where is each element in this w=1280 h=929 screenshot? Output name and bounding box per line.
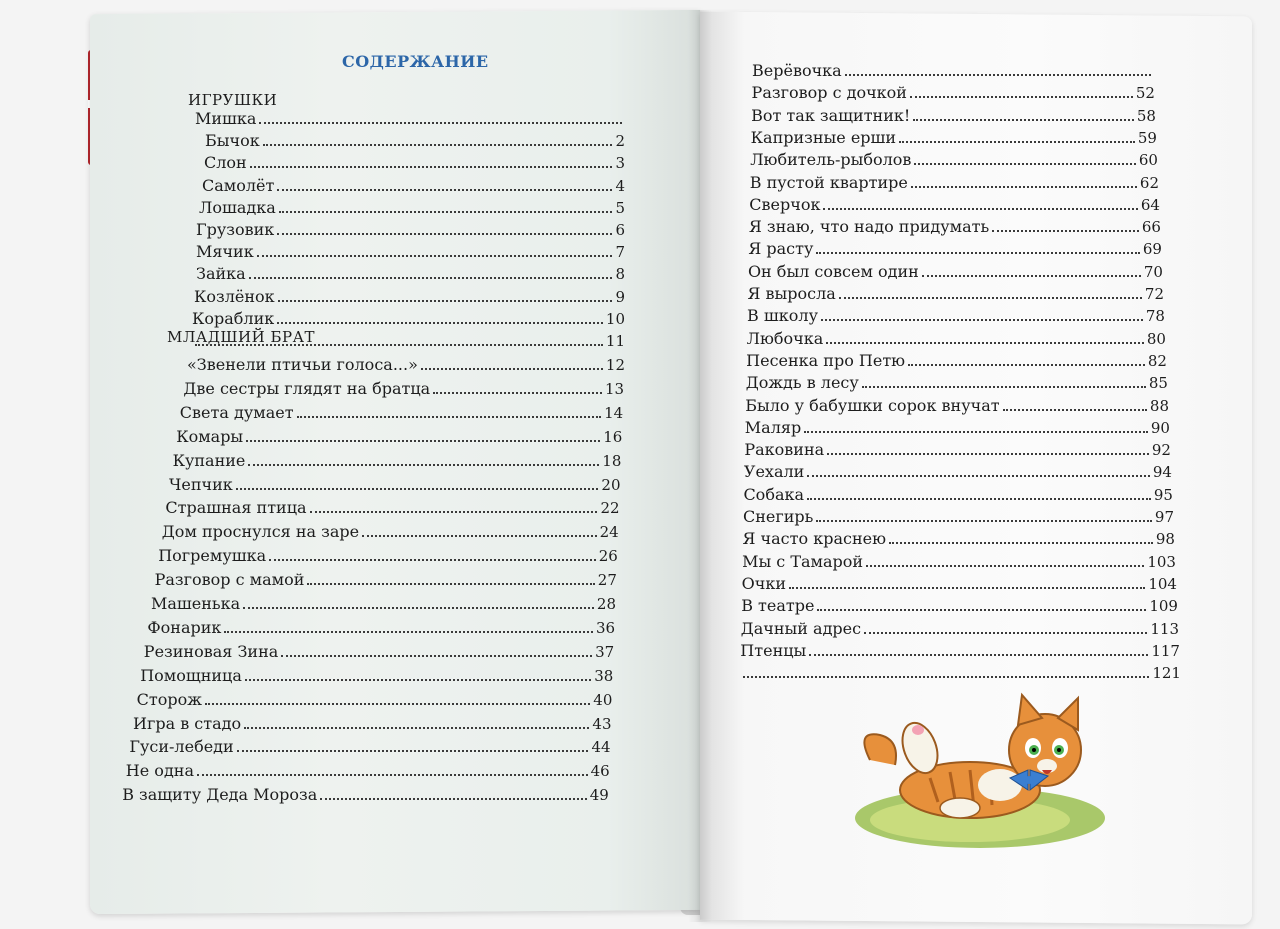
toc-entry-title: Собака bbox=[743, 484, 805, 504]
toc-entry-title: Сторож bbox=[136, 689, 202, 709]
toc-entry bbox=[202, 173, 625, 195]
dot-leader bbox=[248, 463, 599, 466]
toc-entry-page: 46 bbox=[590, 762, 610, 781]
toc-entry-page: 58 bbox=[1136, 106, 1156, 125]
toc-entry-page: 38 bbox=[594, 666, 614, 685]
toc-entry-title: Он был совсем один bbox=[747, 261, 919, 281]
toc-entry-page: 43 bbox=[592, 714, 612, 733]
toc-entry bbox=[752, 80, 1155, 102]
toc-entry bbox=[204, 150, 625, 172]
dot-leader bbox=[246, 439, 600, 442]
toc-entry-title: Мы с Тамарой bbox=[742, 551, 864, 571]
toc-entry bbox=[180, 400, 623, 422]
dot-leader bbox=[817, 608, 1146, 611]
toc-entry-title: Кораблик bbox=[192, 308, 275, 328]
toc-entry-title: Две сестры глядят на братца bbox=[183, 378, 431, 398]
toc-entry-page: 3 bbox=[615, 154, 625, 173]
toc-entry-title: Разговор с дочкой bbox=[751, 83, 907, 103]
toc-entry-page: 36 bbox=[595, 618, 616, 637]
toc-entry-page: 82 bbox=[1147, 351, 1167, 370]
toc-entry-title: Любочка bbox=[746, 328, 824, 348]
toc-entry-page: 88 bbox=[1149, 396, 1169, 415]
toc-entry bbox=[750, 170, 1159, 192]
toc-entry-title: Погремушка bbox=[158, 546, 267, 566]
toc-entry-title: Самолёт bbox=[202, 175, 275, 195]
toc-entry-title: Разговор с мамой bbox=[154, 570, 305, 590]
dot-leader bbox=[250, 165, 613, 168]
toc-entry bbox=[199, 195, 625, 217]
toc-entry bbox=[748, 236, 1162, 258]
toc-entry bbox=[746, 348, 1167, 370]
toc-entry-title: Чепчик bbox=[169, 474, 233, 494]
toc-entry bbox=[196, 217, 625, 239]
dot-leader bbox=[307, 582, 594, 585]
dot-leader bbox=[1003, 408, 1147, 411]
toc-entry bbox=[747, 303, 1165, 325]
toc-entry bbox=[183, 376, 624, 398]
section-heading: МЛАДШИЙ БРАТ bbox=[167, 328, 315, 346]
dot-leader bbox=[257, 254, 613, 257]
toc-entry bbox=[196, 239, 625, 261]
toc-entry-title: Грузовик bbox=[196, 220, 275, 239]
toc-entry bbox=[745, 415, 1170, 437]
dot-leader bbox=[205, 702, 590, 705]
toc-entry-title: Я расту bbox=[748, 239, 814, 259]
toc-entry-page: 20 bbox=[601, 475, 621, 494]
toc-entry-page: 90 bbox=[1150, 418, 1170, 437]
toc-entry-page: 26 bbox=[598, 547, 618, 566]
toc-entry-page: 24 bbox=[599, 523, 619, 542]
toc-entry-page: 117 bbox=[1151, 641, 1180, 660]
toc-entry-page: 27 bbox=[597, 571, 617, 590]
toc-entry-title: Птенцы bbox=[740, 640, 807, 660]
toc-entry bbox=[741, 593, 1178, 615]
toc-entry-page: 6 bbox=[615, 221, 625, 239]
dot-leader bbox=[823, 207, 1137, 210]
toc-entry-page: 5 bbox=[615, 198, 625, 217]
toc-entry-title: Очки bbox=[741, 573, 786, 593]
toc-entry-page: 37 bbox=[595, 642, 615, 661]
dot-leader bbox=[362, 534, 596, 537]
book-spine bbox=[688, 10, 712, 922]
section-heading: ИГРУШКИ bbox=[188, 91, 278, 109]
toc-entry-page: 66 bbox=[1141, 218, 1161, 237]
dot-leader bbox=[807, 474, 1150, 477]
toc-entry-page: 8 bbox=[615, 265, 625, 284]
dot-leader bbox=[827, 452, 1149, 455]
toc-entry-title: Песенка про Петю bbox=[746, 350, 906, 370]
toc-entry-title: Игра в стадо bbox=[133, 713, 242, 733]
toc-entry-title: Сверчок bbox=[749, 194, 821, 214]
dot-leader bbox=[243, 606, 594, 609]
toc-entry bbox=[748, 281, 1165, 303]
dot-leader bbox=[816, 251, 1139, 254]
dot-leader bbox=[914, 162, 1135, 165]
toc-entry-page: 113 bbox=[1150, 619, 1179, 638]
toc-entry bbox=[743, 504, 1174, 526]
toc-entry-page: 16 bbox=[603, 427, 623, 446]
toc-entry-page: 97 bbox=[1154, 508, 1174, 526]
toc-entry-title: Любитель-рыболов bbox=[750, 150, 912, 170]
toc-entry bbox=[195, 106, 625, 128]
toc-entry-title: Лошадка bbox=[199, 197, 276, 217]
toc-entry bbox=[151, 591, 616, 613]
toc-entry bbox=[747, 326, 1166, 348]
toc-entry-page: 94 bbox=[1152, 463, 1172, 482]
toc-entry bbox=[196, 261, 625, 283]
dot-leader bbox=[839, 296, 1142, 299]
toc-entry-title: Вот так защитник! bbox=[751, 105, 911, 125]
toc-entry bbox=[740, 638, 1180, 660]
toc-entry-title: Страшная птица bbox=[165, 498, 307, 518]
toc-entry-page: 28 bbox=[596, 595, 616, 613]
toc-entry-title: Козлёнок bbox=[194, 286, 275, 306]
toc-entry-page: 109 bbox=[1149, 597, 1178, 616]
toc-entry-page: 44 bbox=[591, 738, 611, 757]
toc-entry-title: Дождь в лесу bbox=[745, 373, 859, 393]
toc-entry-page: 40 bbox=[593, 690, 613, 709]
toc-entry-page: 12 bbox=[605, 356, 625, 374]
dot-leader bbox=[249, 276, 613, 279]
toc-entry-page: 11 bbox=[605, 332, 625, 350]
toc-entry-title: Я знаю, что надо придумать bbox=[748, 217, 990, 237]
page-title: СОДЕРЖАНИЕ bbox=[342, 52, 489, 71]
dot-leader bbox=[269, 558, 596, 561]
dot-leader bbox=[864, 631, 1147, 634]
toc-entry bbox=[137, 687, 613, 709]
toc-entry bbox=[173, 448, 622, 470]
dot-leader bbox=[908, 363, 1145, 366]
dot-leader bbox=[236, 487, 599, 490]
toc-entry-title: В защиту Деда Мороза bbox=[122, 785, 318, 805]
toc-entry-title: Уехали bbox=[743, 462, 805, 482]
toc-entry bbox=[740, 660, 1181, 682]
kitten-illustration bbox=[850, 690, 1110, 850]
toc-entry-page: 121 bbox=[1152, 664, 1181, 683]
toc-entry bbox=[147, 615, 615, 637]
dot-leader bbox=[263, 143, 613, 146]
toc-entry bbox=[133, 711, 612, 733]
dot-leader bbox=[910, 95, 1133, 98]
toc-entry-title: Купание bbox=[172, 450, 246, 470]
dot-leader bbox=[816, 519, 1152, 522]
dot-leader bbox=[277, 232, 612, 235]
toc-entry-page: 13 bbox=[604, 379, 625, 398]
toc-entry-title: Зайка bbox=[196, 264, 246, 284]
dot-leader bbox=[277, 188, 612, 191]
toc-entry-page: 70 bbox=[1143, 262, 1163, 281]
toc-entry-page: 69 bbox=[1142, 240, 1162, 259]
dot-leader bbox=[421, 367, 603, 370]
toc-entry-page: 52 bbox=[1135, 84, 1155, 103]
toc-entry-title: В театре bbox=[741, 596, 815, 616]
toc-entry-title: Снегирь bbox=[743, 507, 814, 526]
toc-entry bbox=[169, 472, 621, 494]
dot-leader bbox=[809, 653, 1148, 656]
toc-entry bbox=[743, 526, 1175, 548]
dot-leader bbox=[899, 140, 1135, 143]
dot-leader bbox=[804, 430, 1148, 433]
toc-entry bbox=[749, 192, 1160, 214]
dot-leader bbox=[279, 210, 613, 213]
dot-leader bbox=[743, 675, 1150, 678]
dot-leader bbox=[278, 299, 613, 302]
toc-entry-page: 85 bbox=[1148, 374, 1168, 393]
toc-entry-title: Бычок bbox=[205, 131, 260, 151]
toc-entry-title: Раковина bbox=[744, 440, 825, 460]
toc-entry-title: «Звенели птичьи голоса...» bbox=[187, 355, 418, 374]
toc-entry bbox=[745, 393, 1169, 415]
dot-leader bbox=[310, 510, 598, 513]
toc-entry-title: Слон bbox=[204, 153, 247, 173]
toc-entry bbox=[742, 549, 1176, 571]
toc-entry bbox=[126, 758, 610, 780]
toc-entry bbox=[158, 543, 618, 565]
toc-entry-title: Верёвочка bbox=[752, 61, 842, 80]
dot-leader bbox=[862, 385, 1146, 388]
dot-leader bbox=[807, 497, 1151, 500]
toc-entry bbox=[144, 639, 614, 661]
dot-leader bbox=[992, 229, 1139, 232]
toc-entry bbox=[192, 306, 625, 328]
toc-entry bbox=[743, 482, 1173, 504]
dot-leader bbox=[259, 121, 622, 124]
dot-leader bbox=[244, 726, 589, 729]
toc-entry bbox=[165, 495, 619, 517]
dot-leader bbox=[922, 274, 1141, 277]
toc-entry-title: Я часто краснею bbox=[742, 529, 887, 549]
dot-leader bbox=[297, 415, 602, 418]
toc-entry-page: 64 bbox=[1140, 195, 1160, 214]
dot-leader bbox=[237, 749, 589, 752]
dot-leader bbox=[224, 630, 593, 633]
toc-entry bbox=[129, 734, 610, 756]
toc-entry-page: 92 bbox=[1151, 441, 1171, 460]
toc-entry-title: Света думает bbox=[179, 402, 294, 422]
dot-leader bbox=[789, 586, 1145, 589]
toc-entry-page: 72 bbox=[1144, 285, 1164, 303]
toc-entry bbox=[744, 459, 1172, 481]
dot-leader bbox=[281, 654, 592, 657]
toc-entry bbox=[749, 214, 1161, 236]
toc-entry-title: Я выросла bbox=[747, 284, 836, 303]
toc-entry bbox=[140, 663, 613, 685]
dot-leader bbox=[911, 185, 1137, 188]
toc-entry-page: 62 bbox=[1139, 173, 1159, 192]
toc-entry-title: Гуси-лебеди bbox=[129, 737, 234, 757]
toc-entry-page: 59 bbox=[1137, 128, 1157, 147]
toc-entry bbox=[742, 571, 1177, 593]
toc-entry-page: 103 bbox=[1147, 552, 1176, 571]
toc-entry bbox=[751, 125, 1157, 147]
dot-leader bbox=[245, 678, 591, 681]
dot-leader bbox=[320, 797, 586, 800]
toc-entry-page: 95 bbox=[1153, 485, 1173, 504]
toc-entry bbox=[751, 103, 1156, 125]
dot-leader bbox=[433, 391, 602, 394]
dot-leader bbox=[821, 318, 1143, 321]
toc-entry bbox=[748, 259, 1163, 281]
dot-leader bbox=[913, 118, 1134, 121]
toc-entry-page: 60 bbox=[1138, 151, 1158, 170]
dot-leader bbox=[826, 341, 1144, 344]
toc-entry bbox=[162, 519, 619, 541]
toc-entry bbox=[187, 352, 625, 374]
dot-leader bbox=[866, 564, 1144, 567]
toc-entry-page: 10 bbox=[605, 309, 625, 328]
dot-leader bbox=[197, 773, 588, 776]
toc-entry-page: 4 bbox=[615, 176, 625, 195]
toc-entry-page: 2 bbox=[615, 132, 625, 151]
toc-entry-title: В школу bbox=[747, 306, 818, 326]
toc-entry-title: Капризные ерши bbox=[750, 127, 897, 147]
dot-leader bbox=[277, 321, 603, 324]
toc-entry bbox=[741, 616, 1179, 638]
toc-entry-title: Резиновая Зина bbox=[143, 641, 279, 661]
toc-entry bbox=[744, 437, 1171, 459]
toc-entry-title: Комары bbox=[176, 426, 244, 446]
toc-entry bbox=[752, 58, 1154, 80]
toc-entry-page: 7 bbox=[615, 243, 625, 262]
toc-entry-title: Машенька bbox=[151, 594, 241, 613]
toc-entry-title: Маляр bbox=[744, 417, 802, 437]
toc-entry bbox=[155, 567, 617, 589]
toc-entry bbox=[205, 128, 625, 150]
toc-entry-page: 18 bbox=[602, 451, 622, 470]
toc-entry-title: Не одна bbox=[125, 761, 194, 781]
toc-entry bbox=[746, 370, 1168, 392]
toc-entry bbox=[194, 284, 625, 306]
toc-entry-page: 14 bbox=[604, 403, 624, 422]
toc-entry-page: 9 bbox=[615, 287, 625, 306]
dot-leader bbox=[845, 73, 1151, 76]
toc-entry-title: Было у бабушки сорок внучат bbox=[745, 395, 1000, 415]
toc-entry-page: 104 bbox=[1148, 574, 1177, 593]
toc-entry-page: 49 bbox=[589, 786, 609, 805]
toc-entry-page: 78 bbox=[1145, 307, 1165, 326]
toc-entry-title: Дачный адрес bbox=[740, 618, 862, 638]
toc-entry-page: 80 bbox=[1146, 329, 1166, 348]
toc-entry bbox=[122, 782, 609, 804]
toc-entry-title: Фонарик bbox=[147, 617, 222, 637]
toc-entry-title: Помощница bbox=[140, 665, 242, 685]
dot-leader bbox=[889, 541, 1153, 544]
toc-entry bbox=[750, 147, 1158, 169]
toc-entry-title: В пустой квартире bbox=[749, 172, 908, 192]
toc-entry bbox=[176, 424, 622, 446]
toc-entry-page: 22 bbox=[600, 499, 620, 518]
toc-entry-page: 98 bbox=[1155, 530, 1175, 549]
toc-entry-title: Дом проснулся на заре bbox=[161, 522, 360, 542]
toc-entry-title: Мячик bbox=[196, 242, 254, 262]
toc-entry-title: Мишка bbox=[195, 109, 257, 128]
